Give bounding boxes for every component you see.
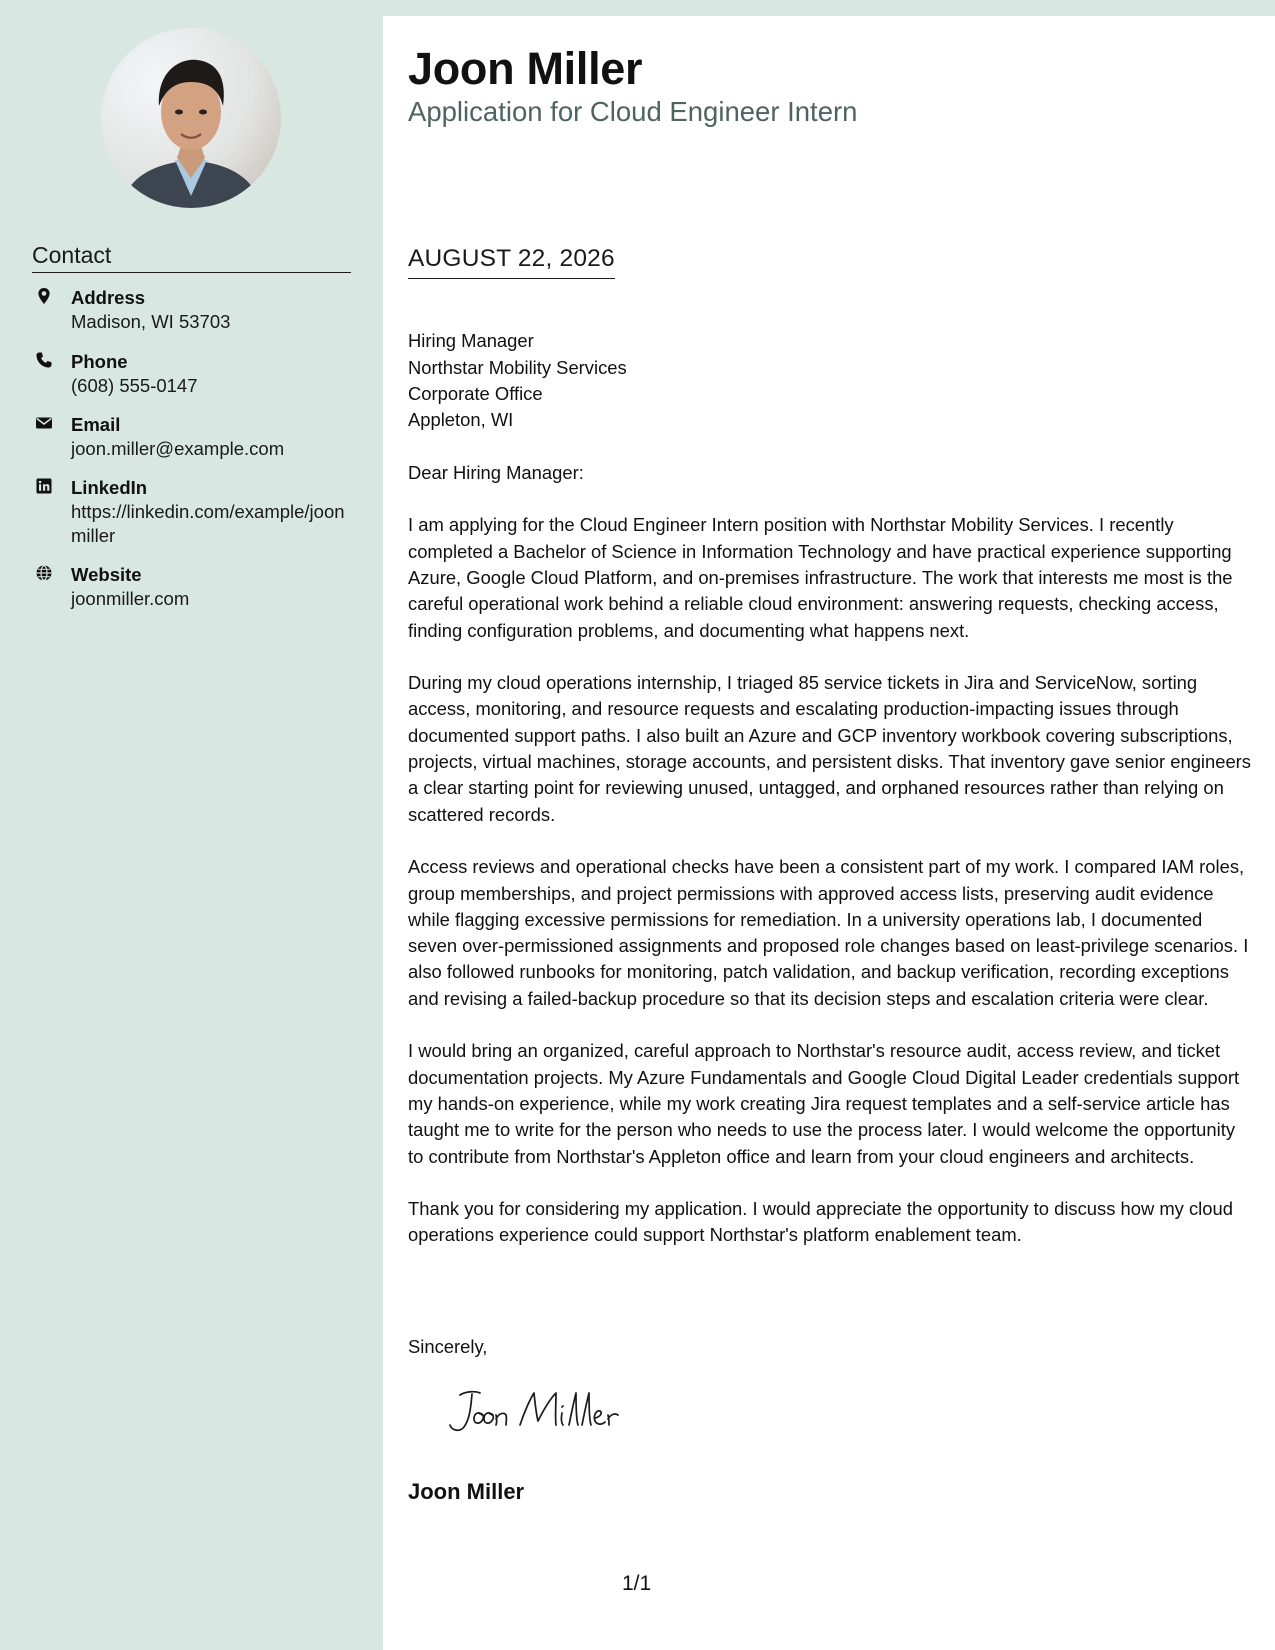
email-label: Email <box>71 414 121 435</box>
website-link[interactable]: joonmiller.com <box>71 588 190 609</box>
salutation: Dear Hiring Manager: <box>408 461 584 483</box>
phone-value: (608) 555-0147 <box>71 375 198 396</box>
signer-name: Joon Miller <box>408 1479 525 1504</box>
contact-heading: Contact <box>32 240 351 273</box>
address-value: Madison, WI 53703 <box>71 311 231 332</box>
closing: Sincerely, <box>408 1336 488 1357</box>
recipient-line: Appleton, WI <box>408 409 514 431</box>
letter-paragraph: Thank you for considering my application. I would appreciate the opportunity to discuss how my cloud operations experience could support Northstar's platform enablement team. <box>408 1198 1233 1246</box>
applicant-name: Joon Miller <box>408 43 643 94</box>
recipient-line: Northstar Mobility Services <box>408 356 627 378</box>
phone-label: Phone <box>71 351 128 372</box>
linkedin-icon <box>35 477 53 495</box>
letter-body <box>408 302 1253 1275</box>
portrait-photo <box>101 28 281 208</box>
letter-date: AUGUST 22, 2026 <box>408 243 615 279</box>
address-label: Address <box>71 287 146 308</box>
recipient-line: Hiring Manager <box>408 330 534 352</box>
contact-item-linkedin <box>32 476 352 563</box>
linkedin-link[interactable]: https://linkedin.com/example/joonmiller <box>71 501 345 546</box>
letter-paragraph: I would bring an organized, careful approach to Northstar's resource audit, access review, and ticket documentation projects. My Azure Fundamentals and Google Cloud Digital Leader credentials support my hands-on experience, while my work creating Jira request templates and a self-service article has taught me to write for the person who needs to use the process later. I would welcome the opportunity to contribute from Northstar's Appleton office and learn from your cloud engineers and architects. <box>408 1040 1240 1167</box>
contact-item-phone <box>32 350 352 413</box>
email-link[interactable]: joon.miller@example.com <box>71 438 285 459</box>
recipient-line: Corporate Office <box>408 382 543 404</box>
profile-photo <box>101 28 281 208</box>
contact-item-address <box>32 286 352 350</box>
phone-icon <box>35 351 53 369</box>
contact-list <box>32 286 352 619</box>
envelope-icon <box>35 414 53 432</box>
letter-paragraph: Access reviews and operational checks have been a consistent part of my work. I compared IAM roles, group memberships, and project permissions with approved access lists, preserving audit evidence while flagging excessive permissions for remediation. In a university operations lab, I documented seven over-permissioned assignments and proposed role changes based on least-privilege scenarios. I also followed runbooks for monitoring, patch validation, and backup verification, recording exceptions and revising a failed-backup procedure so that its decision steps and escalation criteria were clear. <box>408 856 1249 1009</box>
map-pin-icon <box>35 287 53 305</box>
globe-icon <box>35 564 53 582</box>
linkedin-label: LinkedIn <box>71 477 148 498</box>
letter-paragraph: During my cloud operations internship, I triaged 85 service tickets in Jira and ServiceNow, sorting access, monitoring, and resource requests and escalating production-impacting issues through documented support paths. I also built an Azure and GCP inventory workbook covering subscriptions, projects, virtual machines, storage accounts, and persistent disks. That inventory gave senior engineers a clear starting point for reviewing unused, untagged, and orphaned resources rather than relying on scattered records. <box>408 672 1252 825</box>
website-label: Website <box>71 564 142 585</box>
letter-paragraph: I am applying for the Cloud Engineer Intern position with Northstar Mobility Services. I recently completed a Bachelor of Science in Information Technology and have practical experience supporting Azure, Google Cloud Platform, and on-premises infrastructure. The work that interests me most is the careful operational work behind a reliable cloud environment: answering requests, checking access, finding configuration problems, and documenting what happens next. <box>408 514 1233 641</box>
contact-item-email <box>32 413 352 476</box>
page-number: 1/1 <box>622 1572 652 1595</box>
application-subtitle: Application for Cloud Engineer Intern <box>408 96 858 127</box>
handwritten-signature <box>442 1385 642 1439</box>
contact-item-website <box>32 563 352 619</box>
